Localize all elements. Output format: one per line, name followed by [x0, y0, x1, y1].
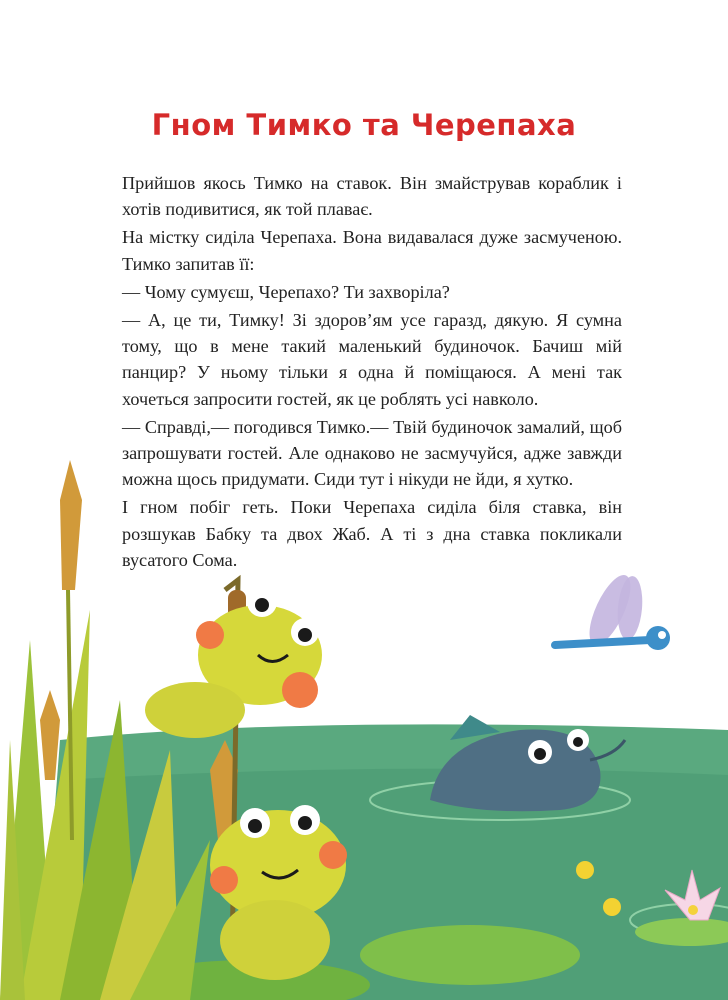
paragraph: — А, це ти, Тимку! Зі здоров’ям усе гаразд, дякую. Я сумна тому, що в мене такий маленький будиночок. Бачиш мій панцир? У ньому тільки я одна й поміщаюся. А мені так хочеться запросити гостей, як це роблять усі навколо.: [122, 310, 622, 409]
story-title: Гном Тимко та Черепаха: [151, 108, 577, 142]
frog-sitting-icon: [210, 805, 347, 980]
paragraph: — Чому сумуєш, Черепахо? Ти захворіла?: [122, 281, 450, 302]
pond-scene: [0, 440, 728, 1000]
paragraph: — Справді,— погодився Тимко.— Твій будиночок замалий, щоб запрошувати гостей. Але однаково не засмучуйся, адже завжди можна щось придумати. Сиди тут і нікуди не йди, я хутко.: [122, 416, 622, 490]
lily-pad: [360, 925, 580, 985]
paragraph: На містку сиділа Черепаха. Вона видавалася дуже засмученою. Тимко запитав її:: [122, 227, 622, 274]
paragraph: Прийшов якось Тимко на ставок. Він змайстрував кораблик і хотів подивитися, як той плаває.: [122, 173, 622, 220]
dragonfly-icon: [555, 570, 670, 651]
paragraph: І гном побіг геть. Поки Черепаха сиділа біля ставка, він розшукав Бабку та двох Жаб. А ті з дна ставка покликали вусатого Сома.: [122, 497, 622, 570]
yellow-flower-icon: [576, 861, 594, 879]
yellow-flower-icon: [603, 898, 621, 916]
pond-illustration: [0, 440, 728, 1000]
